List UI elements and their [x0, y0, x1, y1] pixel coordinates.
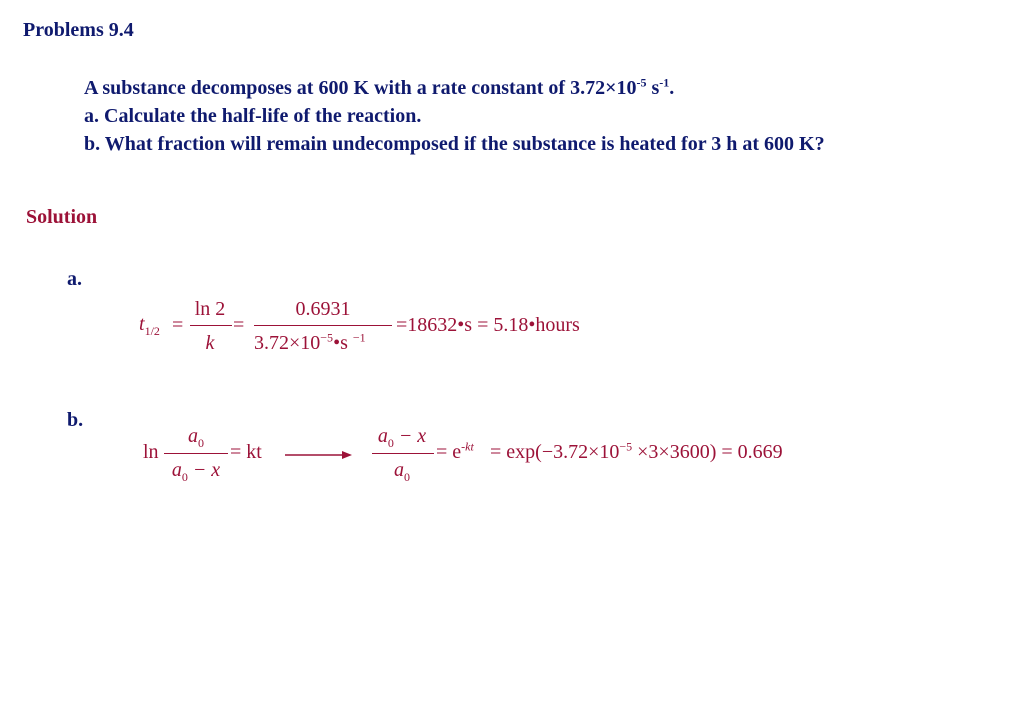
eq-b-kt: = kt	[230, 441, 262, 463]
eq-b-frac2-num-rest: − x	[393, 425, 427, 447]
eq-a-frac1-den: k	[205, 332, 215, 354]
eq-b-frac1-den-a: a	[171, 459, 182, 481]
problem-line-1-exp1: -5	[636, 75, 647, 90]
eq-b-ln: ln	[143, 441, 159, 463]
solution-heading: Solution	[26, 206, 98, 228]
eq-b-frac2-num	[370, 425, 434, 448]
page-title: Problems 9.4	[23, 19, 134, 41]
eq-b-frac2-num-a: a	[377, 425, 388, 447]
eq-a-lhs-sub: 1/2	[144, 324, 160, 338]
part-b-label: b.	[67, 409, 84, 431]
eq-b-frac2-den	[370, 459, 434, 482]
eq-a-frac2-den-exp: −5	[320, 330, 334, 345]
problem-line-1-end: .	[669, 77, 675, 99]
eq-b-result-exp: −5	[619, 439, 633, 454]
problem-line-1	[84, 74, 674, 102]
problem-line-1-text: A substance decomposes at 600 K with a rate constant of 3.72×10	[84, 77, 637, 99]
eq-b-result	[490, 441, 783, 464]
eq-b-frac2-den-a: a	[394, 459, 404, 481]
eq-a-frac2-den-unit: •s	[333, 332, 348, 354]
eq-b-frac1-den-rest: − x	[187, 459, 221, 481]
eq-b-frac1-den	[164, 459, 228, 482]
eq-b-frac1-bar	[164, 453, 228, 454]
eq-b-frac1-num-a: a	[188, 425, 198, 447]
eq-a-frac2-den-base: 3.72×10	[254, 332, 321, 354]
eq-b-e: = e	[436, 441, 462, 463]
eq-a-frac2-den	[254, 332, 366, 355]
eq-b-frac2-den-sub: 0	[404, 470, 410, 484]
eq-a-equals-2: =	[233, 314, 245, 336]
eq-b-frac2-bar	[372, 453, 434, 454]
eq-a-frac1-bar	[190, 325, 232, 326]
eq-b-frac1-num-sub: 0	[198, 436, 204, 450]
problem-line-2: a. Calculate the half-life of the reaction.	[84, 105, 422, 127]
eq-a-result: =18632•s = 5.18•hours	[396, 314, 580, 336]
eq-b-frac2-num-sub: 0	[387, 436, 394, 450]
eq-a-frac2-bar	[254, 325, 392, 326]
eq-b-frac1-num	[164, 425, 228, 448]
eq-b-exp-e	[436, 441, 474, 464]
eq-a-equals-1: =	[172, 314, 184, 336]
part-a-label: a.	[67, 268, 82, 290]
eq-a-frac2-den-unit-exp: −1	[352, 330, 366, 345]
eq-a-lhs-var: t	[139, 313, 145, 335]
eq-b-frac1-den-sub: 0	[181, 470, 188, 484]
eq-a-lhs	[139, 313, 160, 336]
right-arrow-icon	[284, 448, 354, 462]
eq-b-e-exponent: -kt	[461, 439, 474, 454]
problem-line-1-unit: s	[646, 77, 660, 99]
eq-b-result-pre: = exp(−3.72×10	[490, 441, 620, 463]
problem-line-1-exp2: -1	[659, 75, 670, 90]
problem-line-3: b. What fraction will remain undecomposed if the substance is heated for 3 h at 600 K?	[84, 133, 825, 155]
eq-a-frac2-num: 0.6931	[295, 298, 351, 320]
eq-a-frac1-num: ln 2	[194, 298, 226, 320]
eq-b-result-post: ×3×3600) = 0.669	[632, 441, 783, 463]
